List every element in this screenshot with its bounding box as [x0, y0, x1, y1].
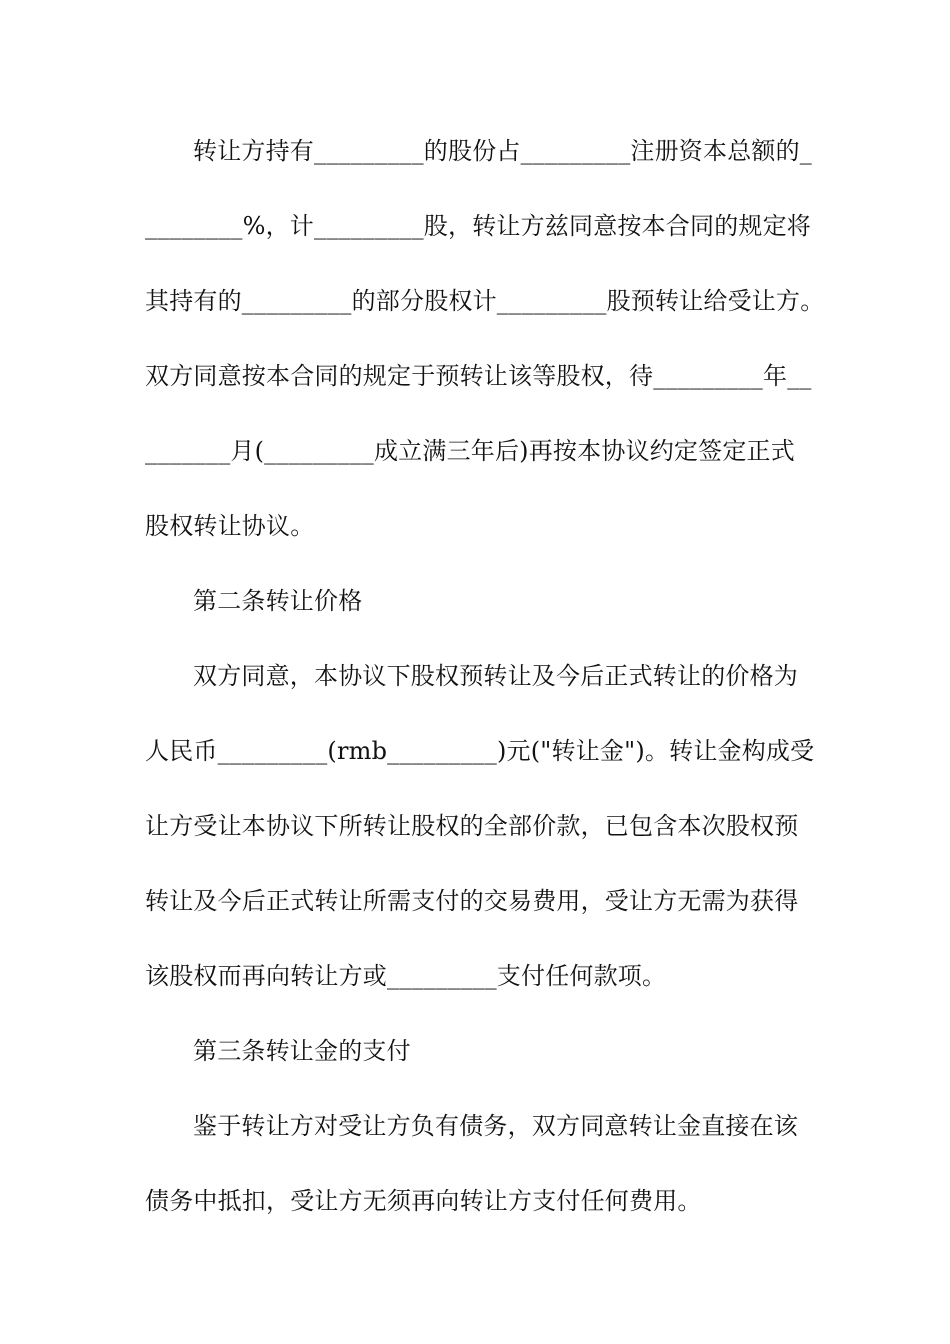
paragraph-line-4: 双方同意按本合同的规定于预转让该等股权，待_________年__ — [145, 362, 812, 390]
paragraph-line-5: _______月(_________成立满三年后)再按本协议约定签定正式 — [145, 437, 795, 465]
paragraph-line-8: 双方同意，本协议下股权预转让及今后正式转让的价格为 — [193, 662, 798, 690]
paragraph-line-1: 转让方持有_________的股份占_________注册资本总额的_ — [193, 137, 812, 165]
paragraph-line-14: 鉴于转让方对受让方负有债务，双方同意转让金直接在该 — [193, 1112, 798, 1140]
paragraph-line-6: 股权转让协议。 — [145, 512, 315, 540]
section-heading-3: 第三条转让金的支付 — [193, 1037, 411, 1065]
paragraph-line-15: 债务中抵扣，受让方无须再向转让方支付任何费用。 — [145, 1187, 702, 1215]
paragraph-line-10: 让方受让本协议下所转让股权的全部价款，已包含本次股权预 — [145, 812, 799, 840]
paragraph-line-9: 人民币_________(rmb_________)元("转让金")。转让金构成受 — [145, 737, 815, 765]
paragraph-line-11: 转让及今后正式转让所需支付的交易费用，受让方无需为获得 — [145, 887, 799, 915]
paragraph-line-12: 该股权而再向转让方或_________支付任何款项。 — [145, 962, 667, 990]
paragraph-line-3: 其持有的_________的部分股权计_________股预转让给受让方。 — [145, 287, 825, 315]
paragraph-line-2: ________%，计_________股，转让方兹同意按本合同的规定将 — [145, 212, 812, 240]
section-heading-2: 第二条转让价格 — [193, 587, 363, 615]
